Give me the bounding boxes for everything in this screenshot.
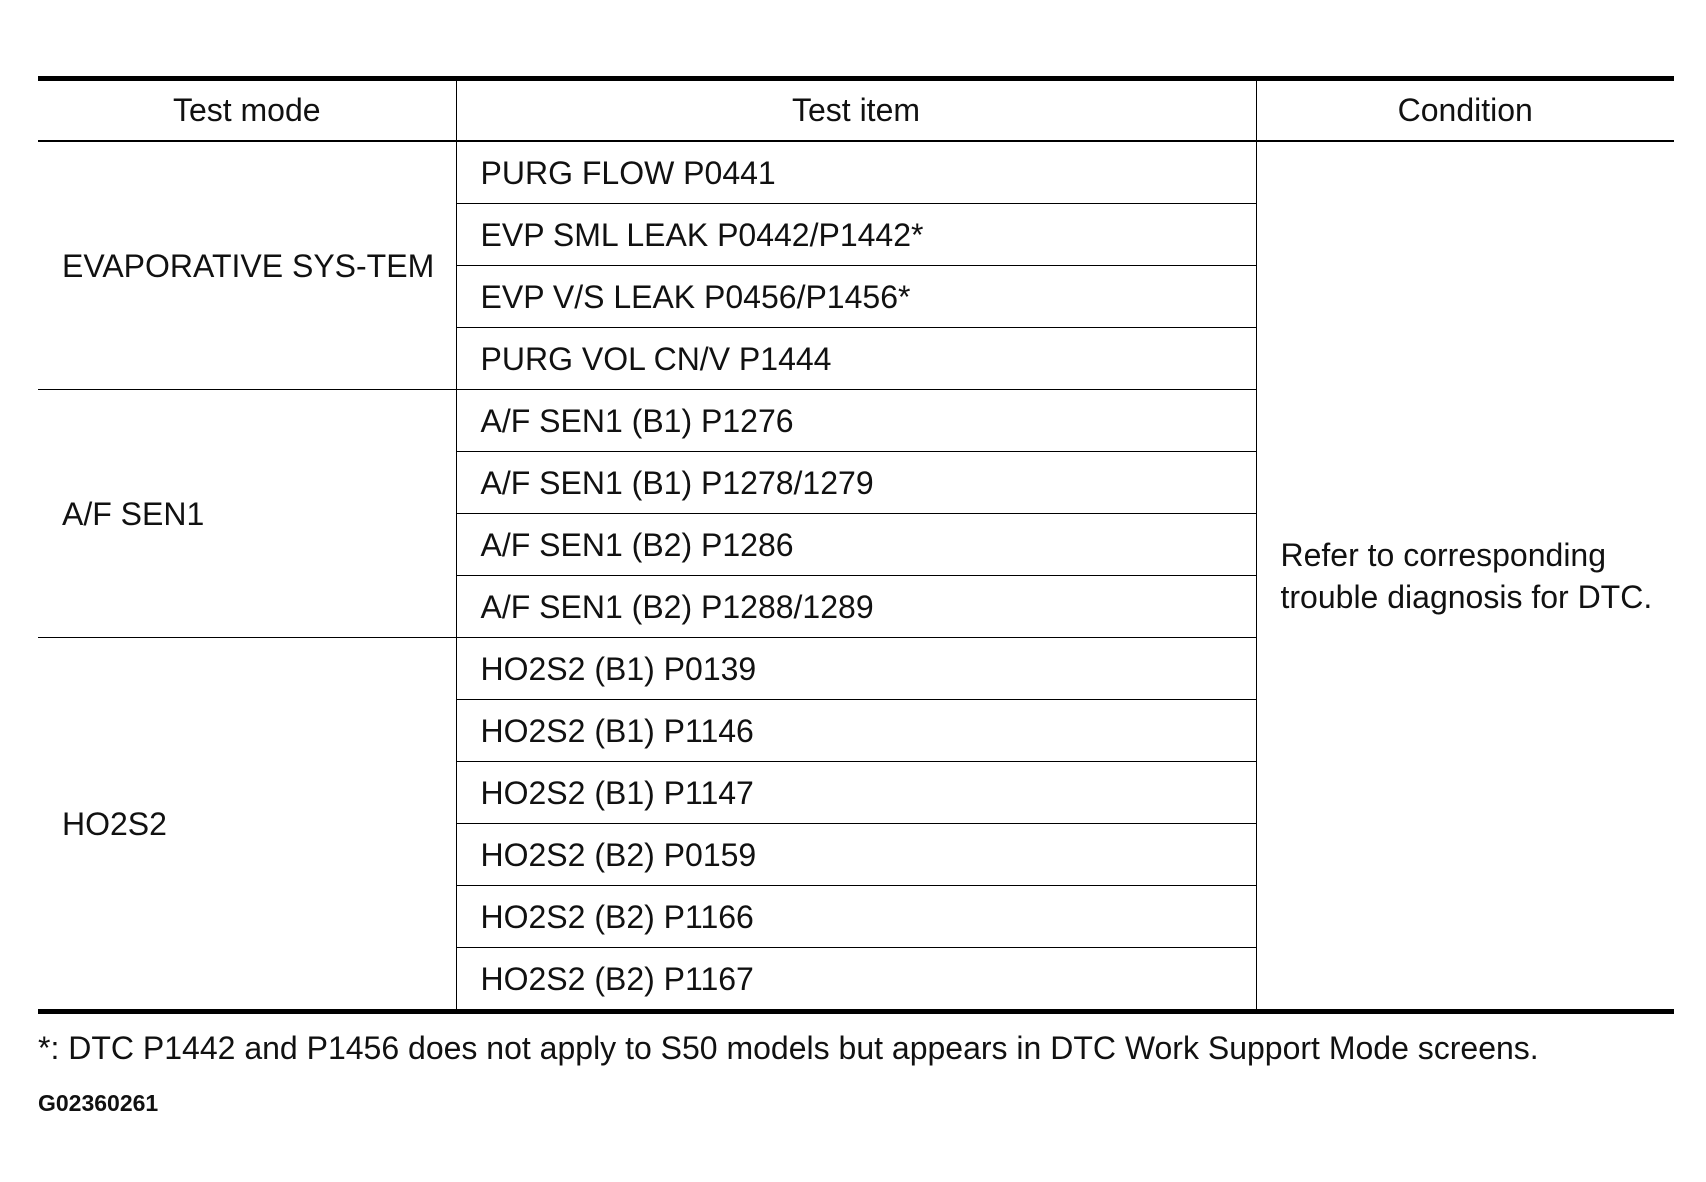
test-item: HO2S2 (B1) P1146 xyxy=(456,700,1256,762)
dtc-work-support-table xyxy=(38,76,1674,1014)
test-item: HO2S2 (B2) P1167 xyxy=(456,948,1256,1012)
test-mode-af-sen1: A/F SEN1 xyxy=(38,390,456,638)
test-item: HO2S2 (B2) P0159 xyxy=(456,824,1256,886)
test-mode-evaporative-system: EVAPORATIVE SYS-TEM xyxy=(38,141,456,390)
test-item: EVP SML LEAK P0442/P1442* xyxy=(456,204,1256,266)
test-item: HO2S2 (B1) P1147 xyxy=(456,762,1256,824)
table-header-row xyxy=(38,79,1674,142)
test-item: PURG VOL CN/V P1444 xyxy=(456,328,1256,390)
figure-code: G02360261 xyxy=(38,1090,159,1116)
condition-cell: Refer to corresponding trouble diagnosis for DTC. xyxy=(1256,141,1674,1012)
footnote: *: DTC P1442 and P1456 does not apply to S50 models but appears in DTC Work Support Mode screens. xyxy=(38,1030,1539,1066)
test-mode-ho2s2: HO2S2 xyxy=(38,638,456,1012)
test-item: HO2S2 (B1) P0139 xyxy=(456,638,1256,700)
dtc-work-support-table-container xyxy=(38,76,1674,1014)
header-condition: Condition xyxy=(1256,79,1674,142)
header-test-item: Test item xyxy=(456,79,1256,142)
test-item: EVP V/S LEAK P0456/P1456* xyxy=(456,266,1256,328)
table-row xyxy=(38,141,1674,204)
test-item: HO2S2 (B2) P1166 xyxy=(456,886,1256,948)
header-test-mode: Test mode xyxy=(38,79,456,142)
test-item: A/F SEN1 (B2) P1286 xyxy=(456,514,1256,576)
test-item: A/F SEN1 (B1) P1278/1279 xyxy=(456,452,1256,514)
test-item: PURG FLOW P0441 xyxy=(456,141,1256,204)
test-item: A/F SEN1 (B1) P1276 xyxy=(456,390,1256,452)
test-item: A/F SEN1 (B2) P1288/1289 xyxy=(456,576,1256,638)
